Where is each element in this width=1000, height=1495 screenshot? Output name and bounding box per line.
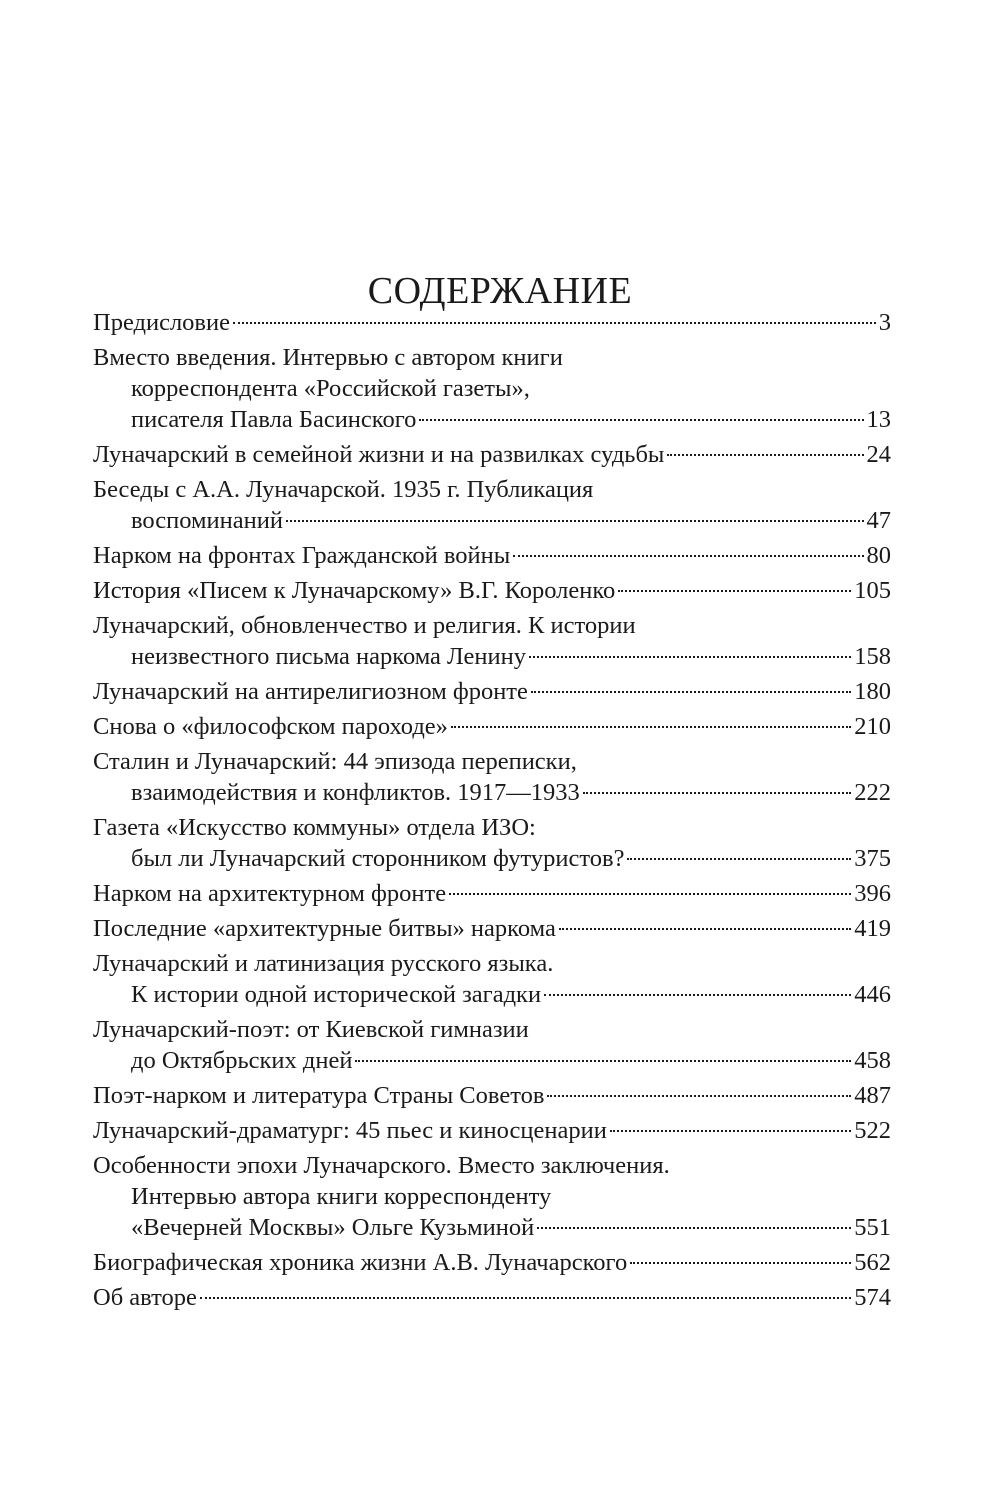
toc-entry-title-line: неизвестного письма наркома Ленину bbox=[131, 643, 526, 670]
toc-entry-last-line bbox=[93, 1045, 891, 1076]
toc-entry-last-line bbox=[93, 676, 891, 707]
toc-page-number: 446 bbox=[854, 981, 891, 1008]
toc-entry bbox=[93, 913, 891, 944]
dot-leader bbox=[630, 1262, 851, 1264]
toc-entry bbox=[93, 812, 891, 874]
dot-leader bbox=[618, 590, 851, 592]
toc-entry-title-line: Биографическая хроника жизни А.В. Луначарского bbox=[93, 1249, 628, 1276]
toc-entry-title-line: Интервью автора книги корреспонденту bbox=[131, 1183, 552, 1210]
toc-entry-title-line: Газета «Искусство коммуны» отдела ИЗО: bbox=[93, 814, 536, 841]
dot-leader bbox=[610, 1130, 851, 1132]
toc-page-number: 80 bbox=[866, 542, 891, 569]
toc-entry-last-line bbox=[93, 979, 891, 1010]
toc-entry-title-line: Нарком на архитектурном фронте bbox=[93, 880, 447, 907]
page-title: СОДЕРЖАНИЕ bbox=[367, 270, 633, 313]
toc-page-number: 13 bbox=[866, 406, 891, 433]
toc-entry bbox=[93, 1150, 891, 1243]
toc-page-number: 487 bbox=[854, 1082, 891, 1109]
toc-entry bbox=[93, 1247, 891, 1278]
toc-entry bbox=[93, 610, 891, 672]
toc-entry-last-line bbox=[93, 777, 891, 808]
toc-entry-last-line bbox=[93, 505, 891, 536]
toc-entry-title-line: Луначарский, обновленчество и религия. К истории bbox=[93, 612, 636, 639]
toc-entry bbox=[93, 676, 891, 707]
toc-entry-title-line: Нарком на фронтах Гражданской войны bbox=[93, 542, 511, 569]
dot-leader bbox=[544, 994, 851, 996]
toc-entry bbox=[93, 342, 891, 435]
toc-entry bbox=[93, 1014, 891, 1076]
toc-entry-last-line bbox=[93, 404, 891, 435]
toc-page-number: 24 bbox=[866, 441, 891, 468]
toc-entry-title-line: Снова о «философском пароходе» bbox=[93, 713, 448, 740]
dot-leader bbox=[355, 1060, 851, 1062]
toc-page-number: 419 bbox=[854, 915, 891, 942]
dot-leader bbox=[513, 555, 863, 557]
toc-page-number: 210 bbox=[854, 713, 891, 740]
dot-leader bbox=[529, 656, 851, 658]
toc-entry bbox=[93, 1115, 891, 1146]
table-of-contents bbox=[93, 307, 891, 1317]
toc-page-number: 222 bbox=[854, 779, 891, 806]
dot-leader bbox=[451, 726, 851, 728]
toc-entry bbox=[93, 746, 891, 808]
toc-page-number: 551 bbox=[854, 1214, 891, 1241]
toc-entry-title-line: Луначарский на антирелигиозном фронте bbox=[93, 678, 528, 705]
toc-entry-title-line: до Октябрьских дней bbox=[131, 1047, 353, 1074]
toc-entry-last-line bbox=[93, 711, 891, 742]
toc-entry-last-line bbox=[93, 1080, 891, 1111]
toc-page-number: 458 bbox=[854, 1047, 891, 1074]
toc-page-number: 47 bbox=[866, 507, 891, 534]
dot-leader bbox=[233, 322, 876, 324]
toc-entry-title-line: Об авторе bbox=[93, 1284, 197, 1311]
toc-entry-last-line bbox=[93, 878, 891, 909]
toc-entry-title-line: Вместо введения. Интервью с автором книги bbox=[93, 344, 563, 371]
dot-leader bbox=[286, 520, 864, 522]
dot-leader bbox=[449, 893, 851, 895]
toc-entry-title-line: Сталин и Луначарский: 44 эпизода переписки, bbox=[93, 748, 577, 775]
dot-leader bbox=[627, 858, 851, 860]
toc-entry bbox=[93, 711, 891, 742]
toc-entry-title-line: Особенности эпохи Луначарского. Вместо заключения. bbox=[93, 1152, 670, 1179]
toc-entry-title-line: воспоминаний bbox=[131, 507, 283, 534]
dot-leader bbox=[537, 1227, 851, 1229]
toc-entry-title-line: Луначарский-поэт: от Киевской гимназии bbox=[93, 1016, 529, 1043]
toc-entry bbox=[93, 307, 891, 338]
toc-entry-title-line: Предисловие bbox=[93, 309, 230, 336]
toc-entry-last-line bbox=[93, 913, 891, 944]
toc-entry-last-line bbox=[93, 540, 891, 571]
toc-page-number: 3 bbox=[878, 309, 891, 336]
toc-entry-title-line: Луначарский и латинизация русского языка. bbox=[93, 950, 554, 977]
toc-entry bbox=[93, 948, 891, 1010]
toc-page-number: 396 bbox=[854, 880, 891, 907]
toc-entry-last-line bbox=[93, 843, 891, 874]
toc-entry-last-line bbox=[93, 1115, 891, 1146]
toc-entry bbox=[93, 540, 891, 571]
toc-entry bbox=[93, 878, 891, 909]
toc-entry-title-line: взаимодействия и конфликтов. 1917—1933 bbox=[131, 779, 580, 806]
toc-entry-last-line bbox=[93, 1247, 891, 1278]
toc-page-number: 562 bbox=[854, 1249, 891, 1276]
toc-entry-title-line: Луначарский-драматург: 45 пьес и киносценарии bbox=[93, 1117, 607, 1144]
toc-entry-title-line: Беседы с А.А. Луначарской. 1935 г. Публикация bbox=[93, 476, 594, 503]
toc-entry bbox=[93, 575, 891, 606]
dot-leader bbox=[200, 1297, 851, 1299]
toc-entry-last-line bbox=[93, 1212, 891, 1243]
toc-entry-last-line bbox=[93, 1282, 891, 1313]
toc-entry-title-line: Луначарский в семейной жизни и на развилках судьбы bbox=[93, 441, 665, 468]
toc-page-number: 180 bbox=[854, 678, 891, 705]
toc-page-number: 105 bbox=[854, 577, 891, 604]
dot-leader bbox=[667, 454, 863, 456]
toc-entry bbox=[93, 1080, 891, 1111]
toc-entry-title-line: корреспондента «Российской газеты», bbox=[131, 375, 530, 402]
toc-entry-title-line: История «Писем к Луначарскому» В.Г. Короленко bbox=[93, 577, 616, 604]
toc-page-number: 158 bbox=[854, 643, 891, 670]
toc-entry-last-line bbox=[93, 307, 891, 338]
toc-entry-last-line bbox=[93, 439, 891, 470]
dot-leader bbox=[559, 928, 851, 930]
toc-entry-last-line bbox=[93, 575, 891, 606]
toc-entry-title-line: Последние «архитектурные битвы» наркома bbox=[93, 915, 556, 942]
toc-page-number: 574 bbox=[854, 1284, 891, 1311]
toc-entry bbox=[93, 439, 891, 470]
toc-entry-title-line: «Вечерней Москвы» Ольге Кузьминой bbox=[131, 1214, 535, 1241]
toc-entry-title-line: писателя Павла Басинского bbox=[131, 406, 417, 433]
dot-leader bbox=[547, 1095, 851, 1097]
toc-page-number: 522 bbox=[854, 1117, 891, 1144]
toc-entry-title-line: Поэт-нарком и литература Страны Советов bbox=[93, 1082, 545, 1109]
toc-entry bbox=[93, 1282, 891, 1313]
dot-leader bbox=[531, 691, 851, 693]
toc-entry bbox=[93, 474, 891, 536]
toc-entry-title-line: был ли Луначарский сторонником футуристов? bbox=[131, 845, 625, 872]
toc-page-number: 375 bbox=[854, 845, 891, 872]
toc-entry-title-line: К истории одной исторической загадки bbox=[131, 981, 542, 1008]
toc-entry-last-line bbox=[93, 641, 891, 672]
dot-leader bbox=[583, 792, 851, 794]
dot-leader bbox=[419, 419, 863, 421]
